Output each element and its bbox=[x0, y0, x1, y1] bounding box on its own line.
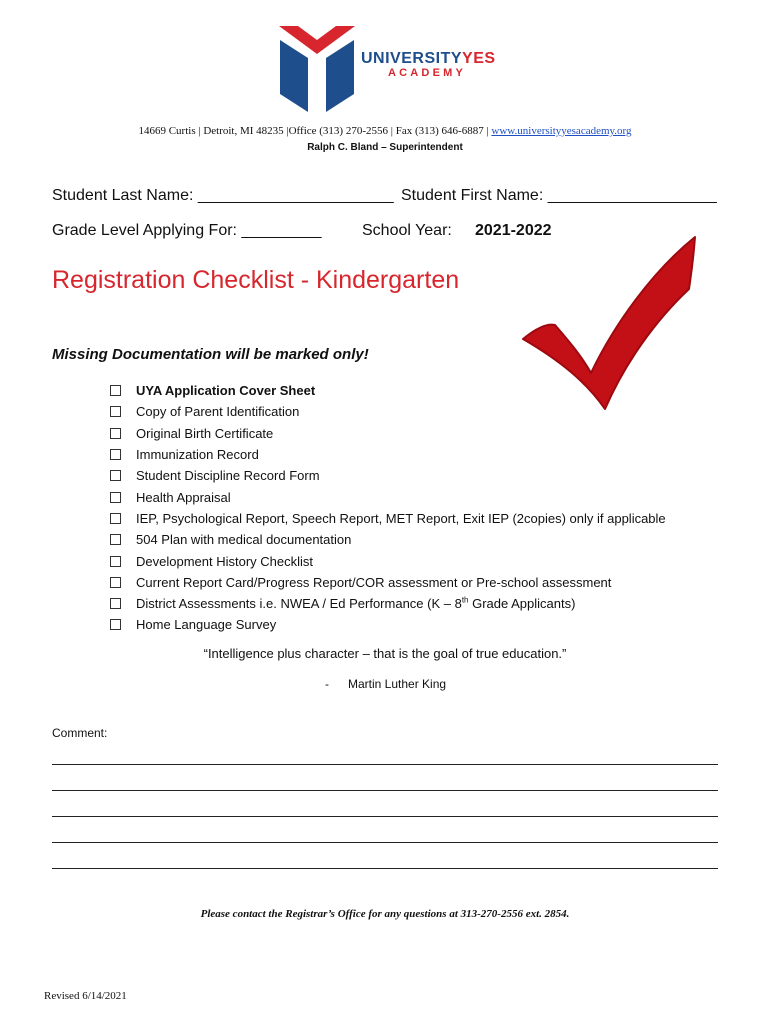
checklist-item bbox=[110, 550, 666, 571]
comment-label: Comment: bbox=[52, 726, 108, 740]
page-title: Registration Checklist - Kindergarten bbox=[52, 266, 460, 294]
comment-line[interactable] bbox=[52, 816, 718, 817]
checklist-item-label: Copy of Parent Identification bbox=[136, 404, 300, 420]
checklist-item bbox=[110, 572, 666, 593]
grade-level-field[interactable]: Grade Level Applying For: _________ bbox=[52, 222, 322, 239]
checkbox[interactable] bbox=[110, 492, 121, 503]
checkbox[interactable] bbox=[110, 577, 121, 588]
checkbox[interactable] bbox=[110, 428, 121, 439]
checklist-item bbox=[110, 444, 666, 465]
school-year-label: School Year: bbox=[362, 222, 452, 239]
checklist bbox=[110, 380, 666, 636]
checklist-item-label: Home Language Survey bbox=[136, 617, 277, 633]
checklist-item bbox=[110, 401, 666, 422]
checkbox[interactable] bbox=[110, 619, 121, 630]
checklist-item-label: Development History Checklist bbox=[136, 553, 314, 569]
contact-note: Please contact the Registrar’s Office for any questions at 313-270-2556 ext. 2854. bbox=[200, 908, 570, 920]
quote: “Intelligence plus character – that is the goal of true education.” bbox=[203, 646, 567, 661]
logo-wordmark: UNIVERSITYYES bbox=[361, 50, 496, 67]
checkbox[interactable] bbox=[110, 406, 121, 417]
checklist-item-label: 504 Plan with medical documentation bbox=[136, 532, 352, 548]
checkbox[interactable] bbox=[110, 534, 121, 545]
logo-subtitle: ACADEMY bbox=[388, 67, 467, 79]
student-last-name-field[interactable]: Student Last Name: ______________________ bbox=[52, 187, 394, 204]
checklist-item bbox=[110, 593, 666, 614]
checklist-item-label: Immunization Record bbox=[136, 447, 259, 463]
checklist-item bbox=[110, 465, 666, 486]
comment-line[interactable] bbox=[52, 842, 718, 843]
checklist-item bbox=[110, 614, 666, 635]
checklist-item bbox=[110, 423, 666, 444]
checkbox[interactable] bbox=[110, 598, 121, 609]
checklist-item bbox=[110, 529, 666, 550]
checkbox[interactable] bbox=[110, 513, 121, 524]
checklist-item-label: District Assessments i.e. NWEA / Ed Performance (K – 8th Grade Applicants) bbox=[136, 595, 576, 612]
logo-mark bbox=[276, 26, 358, 119]
checklist-item-label: Current Report Card/Progress Report/COR assessment or Pre-school assessment bbox=[136, 574, 612, 590]
checklist-item-label: IEP, Psychological Report, Speech Report, MET Report, Exit IEP (2copies) only if applicable bbox=[136, 510, 666, 526]
address-text: 14669 Curtis | Detroit, MI 48235 |Office (313) 270-2556 | Fax (313) 646-6887 | bbox=[138, 125, 492, 137]
checkbox[interactable] bbox=[110, 470, 121, 481]
checklist-item-label: Student Discipline Record Form bbox=[136, 468, 320, 484]
student-first-name-field[interactable]: Student First Name: ___________________ bbox=[401, 187, 717, 204]
checkbox[interactable] bbox=[110, 385, 121, 396]
quote-attribution: - Martin Luther King bbox=[325, 677, 447, 691]
comment-line[interactable] bbox=[52, 764, 718, 765]
checkbox[interactable] bbox=[110, 556, 121, 567]
comment-line[interactable] bbox=[52, 790, 718, 791]
missing-note: Missing Documentation will be marked only! bbox=[52, 346, 369, 363]
address-line bbox=[0, 125, 770, 137]
website-link[interactable]: www.universityyesacademy.org bbox=[491, 125, 632, 137]
checklist-item-label: UYA Application Cover Sheet bbox=[136, 383, 316, 399]
checklist-item bbox=[110, 486, 666, 507]
checkbox[interactable] bbox=[110, 449, 121, 460]
comment-line[interactable] bbox=[52, 868, 718, 869]
checklist-item-label: Health Appraisal bbox=[136, 489, 231, 505]
checklist-item bbox=[110, 380, 666, 401]
checklist-item-label: Original Birth Certificate bbox=[136, 425, 274, 441]
revised-date: Revised 6/14/2021 bbox=[44, 990, 127, 1002]
checklist-item bbox=[110, 508, 666, 529]
school-year-value: 2021-2022 bbox=[475, 222, 552, 239]
superintendent: Ralph C. Bland – Superintendent bbox=[307, 142, 463, 153]
